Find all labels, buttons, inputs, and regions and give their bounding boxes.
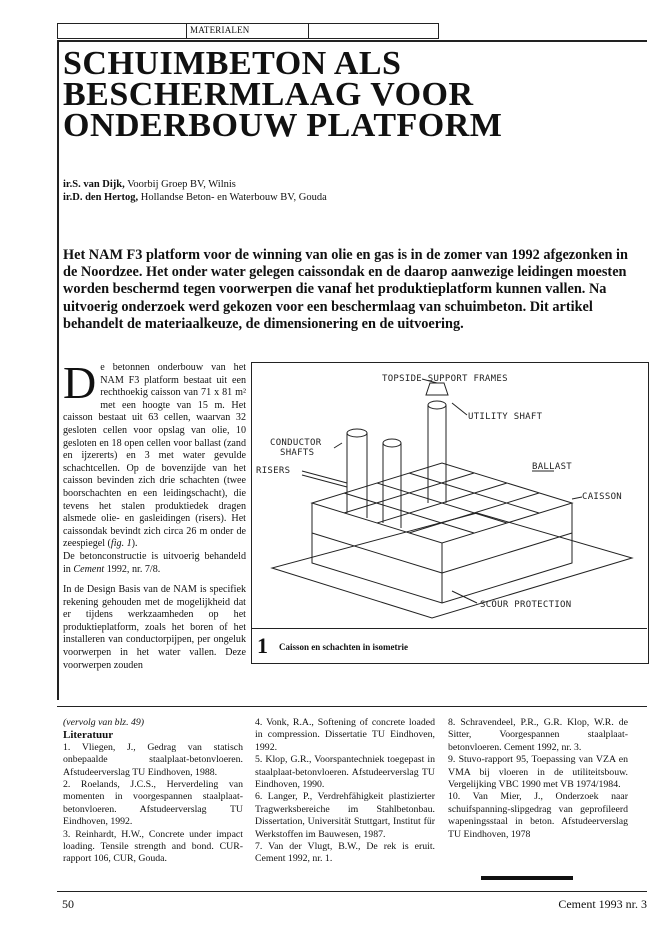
author-affiliation: Voorbij Groep BV, Wilnis xyxy=(124,179,236,190)
figure-caption-text: Caisson en schachten in isometrie xyxy=(279,642,408,652)
journal-issue: Cement 1993 nr. 3 xyxy=(558,897,647,911)
section-rule xyxy=(57,706,647,707)
caisson-isometric-drawing xyxy=(252,363,648,629)
drop-cap: D xyxy=(63,357,97,408)
top-rule xyxy=(57,40,647,42)
reference-item: 7. Van der Vlugt, B.W., De rek is eruit. Cement 1992, nr. 1. xyxy=(255,841,435,865)
author-line xyxy=(63,191,643,204)
label-risers: RISERS xyxy=(256,466,291,476)
reference-item: 9. Stuvo-rapport 95, Toepassing van VZA en VMA bij vloeren in de utiliteitsbouw. Vergelijking VBC 1990 met VB 1974/1984. xyxy=(448,754,628,791)
header-divider xyxy=(186,24,187,38)
label-topside: TOPSIDE SUPPORT FRAMES xyxy=(382,374,508,384)
title-line: ONDERBOUW PLATFORM xyxy=(63,107,503,144)
reference-item: 3. Reinhardt, H.W., Concrete under impact loading. Tensile strength and bond. CUR-rapport 106, CUR, Gouda. xyxy=(63,828,243,865)
paragraph-text: De betonconstructie is uitvoerig behandeld in xyxy=(63,550,246,575)
figure-caption xyxy=(251,628,647,664)
author-line xyxy=(63,178,643,191)
footer-rule xyxy=(57,891,647,892)
body-paragraph xyxy=(63,357,246,576)
figure-number: 1 xyxy=(257,633,268,658)
article-end-bar xyxy=(481,876,573,880)
references-heading: Literatuur xyxy=(63,729,114,742)
label-caisson: CAISSON xyxy=(582,492,623,502)
paragraph-text: 1992, nr. 7/8. xyxy=(104,563,161,575)
paragraph-text: ). xyxy=(131,538,138,550)
reference-item: 2. Roelands, J.C.S., Herverdeling van momenten in voorgespannen staalplaat-betonvloeren. Afstudeerverslag TU Eindhoven, 1992. xyxy=(63,779,243,828)
page-number: 50 xyxy=(62,897,74,911)
lead-paragraph: Het NAM F3 platform voor de winning van olie en gas is in de zomer van 1992 afgezonken in de Noordzee. Het onder water gelegen caissondak en de daarop aanwezige leidingen moesten worden beschermd tegen voorwerpen die vanaf het produktieplatform kunnen vallen. Na uitvoerig onderzoek werd gekozen voor een beschermlaag van schuimbeton. Dit artikel behandelt de materiaalkeuze, de dimensionering en de uitvoering. xyxy=(63,247,628,332)
paragraph-text: e betonnen onderbouw van het NAM F3 platform bestaat uit een rechthoekig caisson van 71 x 81 m² met een hoogte van 15 m. Het caisson bestaat uit 63 cellen, waarvan 32 gesloten cellen voor opslag van olie, 10 gesloten en 18 open cellen voor ballast (zand en ijzererts) en 3 met water gevulde schachtcellen. Op de bovenzijde van het caisson bevinden zich drie schachten (twee boorschachten en een leidingschacht), die tevens het stalen produktiedek dragen alsmede olie- en gasleidingen (risers). Het caissondak bevindt zich circa 26 m onder de zeespiegel ( xyxy=(63,362,246,550)
journal-reference: Cement xyxy=(73,563,105,575)
references-column xyxy=(448,717,628,841)
section-label: MATERIALEN xyxy=(190,25,250,35)
author-affiliation: Hollandse Beton- en Waterbouw BV, Gouda xyxy=(138,192,327,203)
left-rule xyxy=(57,40,59,700)
body-column xyxy=(63,357,246,680)
references-column xyxy=(63,717,243,866)
title-line: SCHUIMBETON ALS xyxy=(63,45,402,82)
figure-reference: fig. 1 xyxy=(110,538,132,550)
reference-item: 6. Langer, P., Verdrehfähigkeit plastizierter Tragwerksbereiche im Stahlbetonbau. Dissertation, Universität Stuttgart, Institut für Werkstoffen im Bauwesen, 1987. xyxy=(255,791,435,840)
label-conductor: CONDUCTOR xyxy=(270,438,322,448)
author-list xyxy=(63,178,643,204)
figure-frame xyxy=(251,362,649,664)
label-utility-shaft: UTILITY SHAFT xyxy=(468,412,543,422)
label-shafts: SHAFTS xyxy=(280,448,315,458)
reference-item: 4. Vonk, R.A., Softening of concrete loaded in compression. Dissertatie TU Eindhoven, 1992. xyxy=(255,717,435,753)
reference-item: 8. Schravendeel, P.R., G.R. Klop, W.R. de Sitter, Voorgespannen staalplaat-betonvloeren. Cement 1992, nr. 3. xyxy=(448,717,628,753)
section-header-box xyxy=(57,23,439,39)
continued-note: (vervolg van blz. 49) xyxy=(63,717,145,728)
label-ballast: BALLAST xyxy=(532,462,573,472)
author-name: ir.D. den Hertog, xyxy=(63,192,139,203)
title-line: BESCHERMLAAG VOOR xyxy=(63,76,474,113)
author-name: ir.S. van Dijk, xyxy=(63,179,125,190)
label-scour: SCOUR PROTECTION xyxy=(480,600,572,610)
reference-item: 5. Klop, G.R., Voorspantechniek toegepast in staalplaat-betonvloeren. Afstudeerverslag TU Eindhoven, 1990. xyxy=(255,754,435,791)
article-title xyxy=(63,45,643,144)
header-divider xyxy=(308,24,309,38)
references-column xyxy=(255,717,435,866)
reference-item: 1. Vliegen, J., Gedrag van statisch onbepaalde staalplaat-betonvloeren. Afstudeerverslag TU Eindhoven, 1988. xyxy=(63,741,243,778)
reference-item: 10. Van Mier, J., Onderzoek naar schuifspanning-slipgedrag van geprofileerd wapeningsstaal in beton. Afstudeerverslag TU Eindhoven, 1978 xyxy=(448,791,628,840)
body-paragraph: In de Design Basis van de NAM is specifiek rekening gehouden met de mogelijkheid dat er tijdens werkzaamheden op het produktieplatform, zoals het boren of het installeren van conductorpijpen, per ongeluk voorwerpen in het water vallen. Deze voorwerpen zouden xyxy=(63,584,246,671)
